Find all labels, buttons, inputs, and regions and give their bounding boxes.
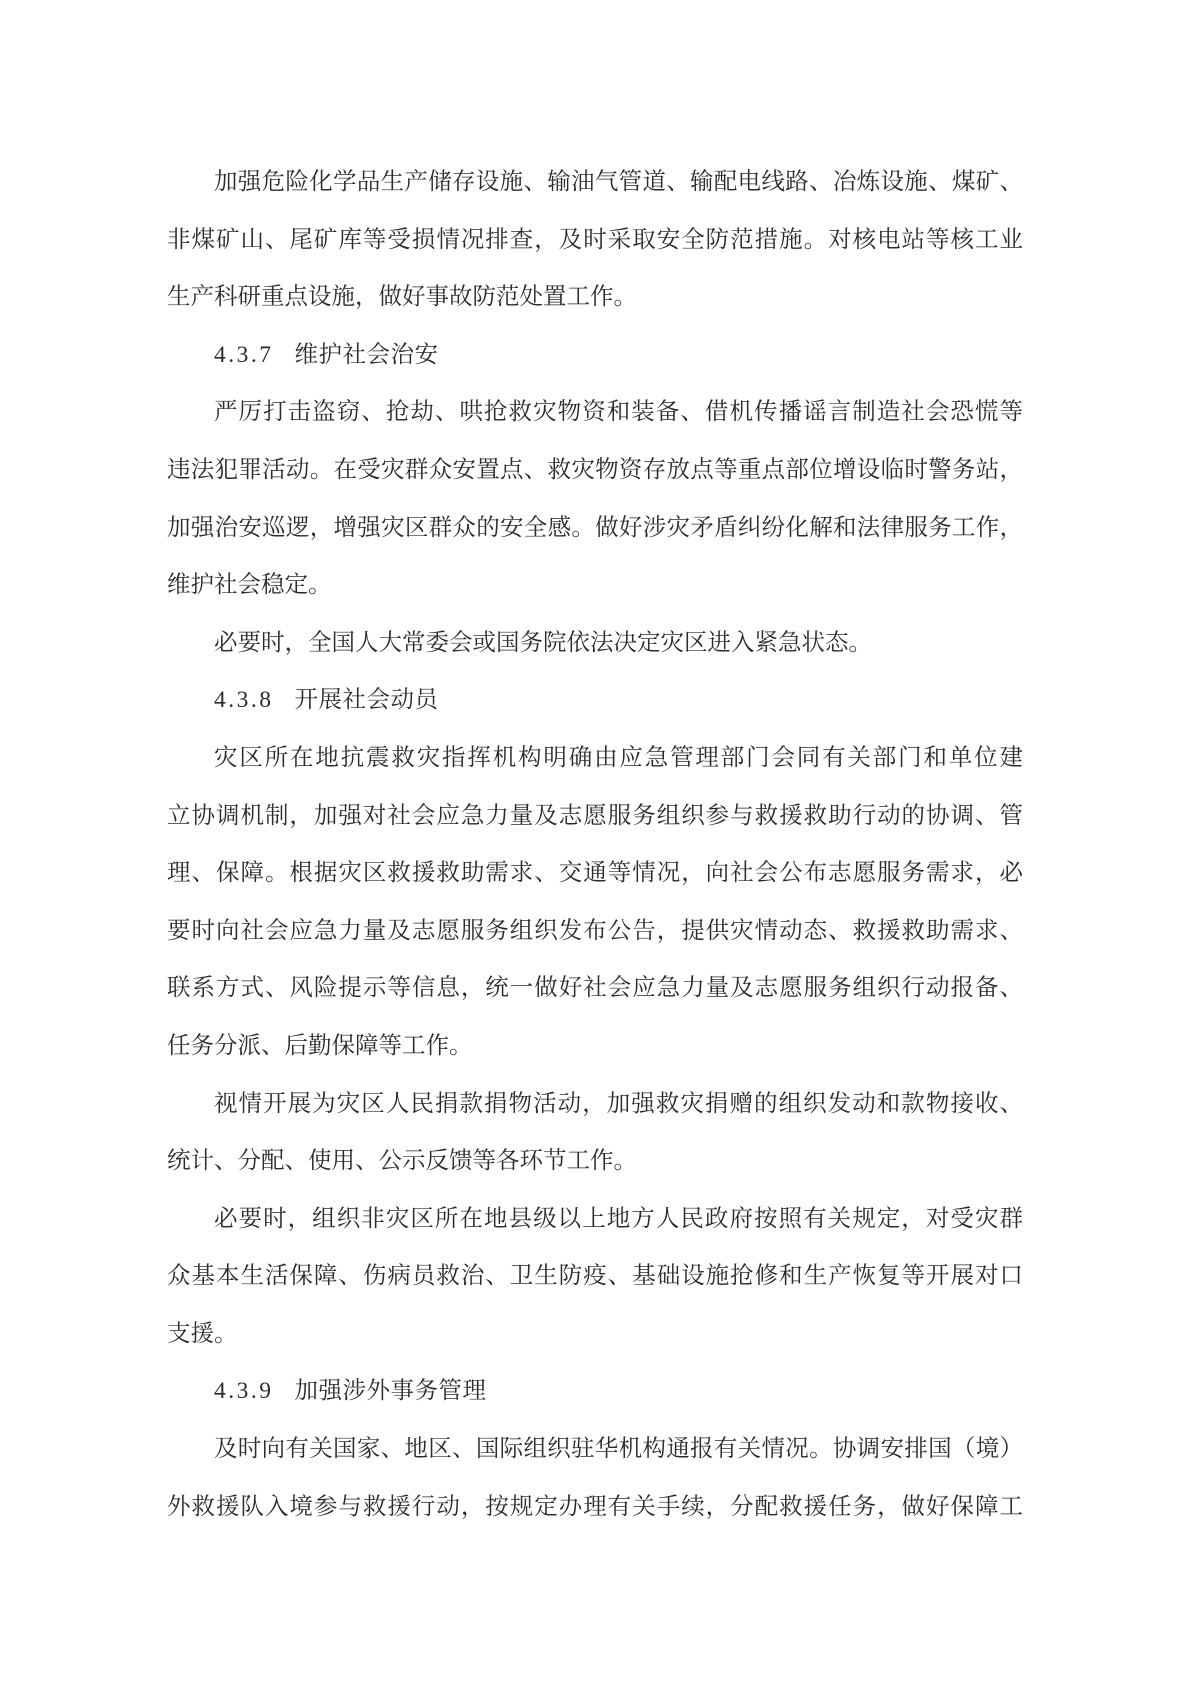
text-line: 加强危险化学品生产储存设施、输油气管道、输配电线路、冶炼设施、煤矿、 [214, 169, 1023, 195]
text-line: 必要时，组织非灾区所在地县级以上地方人民政府按照有关规定，对受灾群 [214, 1205, 1023, 1232]
text-line: 维护社会稳定。 [167, 572, 332, 599]
text-line: 支援。 [167, 1320, 238, 1347]
paragraph [167, 1421, 1023, 1536]
text-line: 严厉打击盗窃、抢劫、哄抢救灾物资和装备、借机传播谣言制造社会恐慌等 [214, 399, 1023, 426]
paragraph [167, 384, 1023, 614]
text-line: 众基本生活保障、伤病员救治、卫生防疫、基础设施抢修和生产恢复等开展对口 [167, 1263, 1023, 1290]
text-line: 联系方式、风险提示等信息，统一做好社会应急力量及志愿服务组织行动报备、 [167, 975, 1023, 1002]
text-line: 灾区所在地抗震救灾指挥机构明确由应急管理部门会同有关部门和单位建 [214, 744, 1023, 771]
text-line: 必要时，全国人大常委会或国务院依法决定灾区进入紧急状态。 [214, 629, 872, 656]
text-line: 加强治安巡逻，增强灾区群众的安全感。做好涉灾矛盾纠纷化解和法律服务工作， [167, 514, 1023, 541]
text-line: 视情开展为灾区人民捐款捐物活动，加强救灾捐赠的组织发动和款物接收、 [214, 1090, 1023, 1117]
heading-title: 维护社会治安 [294, 341, 439, 368]
text-line: 非煤矿山、尾矿库等受损情况排查，及时采取安全防范措施。对核电站等核工业 [167, 226, 1023, 253]
paragraph [167, 730, 1023, 1076]
paragraph [167, 615, 1023, 673]
section-heading [167, 327, 1023, 385]
section-heading [167, 672, 1023, 730]
document-body [167, 154, 1023, 1536]
heading-number: 4.3.9 [214, 1378, 274, 1405]
heading-title: 开展社会动员 [294, 687, 439, 714]
text-line: 任务分派、后勤保障等工作。 [167, 1032, 473, 1059]
text-line: 及时向有关国家、地区、国际组织驻华机构通报有关情况。协调安排国（境） [214, 1436, 1023, 1463]
paragraph [167, 1191, 1023, 1364]
text-line: 违法犯罪活动。在受灾群众安置点、救灾物资存放点等重点部位增设临时警务站， [167, 456, 1023, 483]
heading-number: 4.3.8 [214, 687, 274, 714]
text-line: 立协调机制，加强对社会应急力量及志愿服务组织参与救援救助行动的协调、管 [167, 802, 1023, 829]
paragraph [167, 154, 1023, 327]
paragraph [167, 1076, 1023, 1191]
text-line: 生产科研重点设施，做好事故防范处置工作。 [167, 284, 637, 311]
text-line: 统计、分配、使用、公示反馈等各环节工作。 [167, 1148, 637, 1175]
text-line: 外救援队入境参与救援行动，按规定办理有关手续，分配救援任务，做好保障工 [167, 1493, 1023, 1520]
heading-number: 4.3.7 [214, 341, 274, 368]
section-heading [167, 1363, 1023, 1421]
heading-title: 加强涉外事务管理 [294, 1378, 487, 1405]
text-line: 要时向社会应急力量及志愿服务组织发布公告，提供灾情动态、救援救助需求、 [167, 917, 1023, 944]
text-line: 理、保障。根据灾区救援救助需求、交通等情况，向社会公布志愿服务需求，必 [167, 860, 1023, 887]
